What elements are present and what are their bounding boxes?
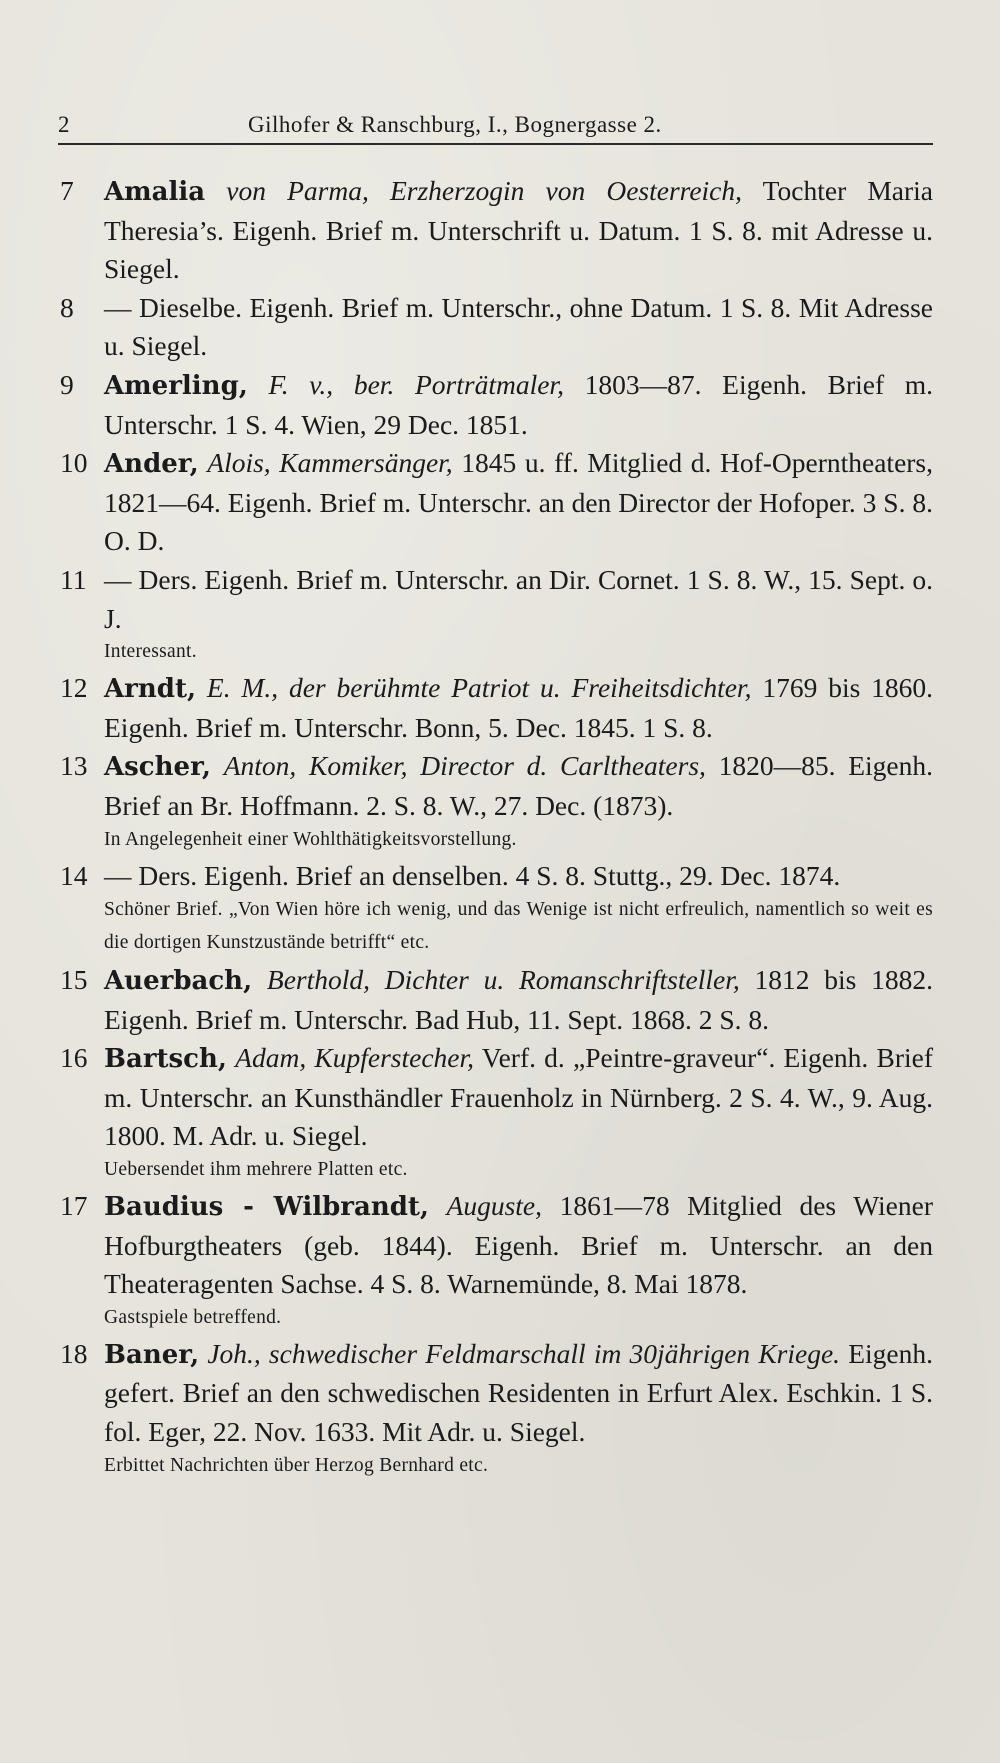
header-rule — [58, 143, 933, 145]
entry-text: 1769 bis 1860. Eigenh. Brief m. Unterschr. Bonn, 5. Dec. 1845. 1 S. 8. — [104, 672, 934, 743]
entry-body — [104, 1187, 939, 1335]
entry-text: Eigenh. gefert. Brief an den schwedischen Residenten in Erfurt Alex. Eschkin. 1 S. fol. Eger, 22. Nov. 1633. Mit Adr. u. Siegel. — [104, 1337, 934, 1448]
entry-body — [104, 172, 939, 289]
catalog-entry — [54, 961, 939, 1039]
entry-name: Ascher, — [104, 752, 211, 783]
entry-number: 17 — [60, 1190, 88, 1222]
entry-text: — Ders. Eigenh. Brief an denselben. 4 S. 8. Stuttg., 29. Dec. 1874. — [104, 859, 841, 891]
entry-number: 18 — [60, 1337, 88, 1369]
running-title: Gilhofer & Ranschburg, I., Bognergasse 2. — [248, 112, 662, 137]
catalog-entry — [54, 669, 939, 747]
entry-name: Amerling, — [104, 370, 248, 401]
catalog-entry — [54, 444, 939, 561]
entry-description: Joh., schwedischer Feldmarschall im 30jährigen Kriege. — [207, 1337, 841, 1369]
entry-body — [104, 1039, 939, 1187]
catalog-entry — [54, 289, 939, 366]
entry-number: 12 — [60, 672, 88, 704]
entry-body — [104, 561, 939, 669]
entry-body — [104, 747, 939, 856]
catalog-entry — [54, 1039, 939, 1187]
entry-number: 14 — [60, 859, 88, 891]
entry-body — [104, 961, 939, 1039]
entry-text: 1820—85. Eigenh. Brief an Br. Hoffmann. 2. S. 8. W., 27. Dec. (1873). — [104, 750, 934, 821]
entry-body — [104, 857, 939, 962]
catalog-entry — [54, 857, 939, 962]
entry-description: E. M., der berühmte Patriot u. Freiheitsdichter, — [206, 672, 752, 704]
catalog-entry — [54, 747, 939, 856]
entry-number: 13 — [60, 750, 88, 782]
entry-name: Baudius - Wilbrandt, — [104, 1192, 429, 1223]
entry-description: Alois, Kammersänger, — [207, 447, 453, 479]
catalog-entry — [54, 561, 939, 669]
entry-description: Auguste, — [446, 1190, 543, 1222]
entry-text: 1845 u. ff. Mitglied d. Hof-Operntheaters, 1821—64. Eigenh. Brief m. Unterschr. an den Director der Hofoper. 3 S. 8. O. D. — [104, 447, 934, 557]
entry-name: Amalia — [104, 177, 206, 207]
entry-name: Baner, — [104, 1339, 200, 1370]
entry-name: Ander, — [104, 449, 199, 480]
entry-number: 15 — [60, 964, 88, 996]
catalog-entry — [54, 366, 939, 444]
page-header — [58, 108, 933, 142]
entry-note: Interessant. — [104, 641, 197, 663]
entry-text: 1812 bis 1882. Eigenh. Brief m. Unterschr. Bad Hub, 11. Sept. 1868. 2 S. 8. — [104, 964, 934, 1035]
entry-number: 8 — [60, 291, 74, 323]
entry-note: Erbittet Nachrichten über Herzog Bernhard etc. — [104, 1454, 489, 1476]
entry-description: F. v., ber. Porträtmaler, — [268, 368, 564, 400]
entry-note: Uebersendet ihm mehrere Platten etc. — [104, 1159, 408, 1181]
entry-number: 7 — [60, 175, 74, 206]
catalog-entries — [54, 172, 939, 1483]
entry-name: Auerbach, — [104, 966, 253, 997]
entry-description: Berthold, Dichter u. Romanschriftsteller, — [266, 964, 740, 996]
entry-body — [104, 444, 939, 561]
entry-description: von Parma, Erzherzogin von Oesterreich, — [226, 175, 743, 206]
catalog-entry — [54, 172, 939, 289]
entry-text: — Ders. Eigenh. Brief m. Unterschr. an Dir. Cornet. 1 S. 8. W., 15. Sept. o. J. — [104, 563, 933, 634]
entry-description: Anton, Komiker, Director d. Carltheaters, — [223, 750, 706, 782]
entry-number: 16 — [60, 1042, 88, 1074]
entry-number: 11 — [60, 563, 87, 595]
entry-text: 1803—87. Eigenh. Brief m. Unterschr. 1 S. 4. Wien, 29 Dec. 1851. — [104, 368, 934, 440]
entry-note: In Angelegenheit einer Wohlthätigkeitsvorstellung. — [104, 828, 517, 850]
entry-text: Tochter Maria Theresia’s. Eigenh. Brief m. Unterschrift u. Datum. 1 S. 8. mit Adresse u. Siegel. — [104, 175, 934, 285]
page-number: 2 — [58, 112, 70, 137]
catalog-entry — [54, 1187, 939, 1335]
entry-note: Schöner Brief. „Von Wien höre ich wenig, und das Wenige ist nicht erfreulich, namentlich so weit es die dortigen Kunstzustände betrifft“ etc. — [104, 899, 933, 954]
entry-description: Adam, Kupferstecher, — [235, 1042, 475, 1074]
entry-text: 1861—78 Mitglied des Wiener Hofburgtheaters (geb. 1844). Eigenh. Brief m. Unterschr. an den Theateragenten Sachse. 4 S. 8. Warnemünde, 8. Mai 1878. — [104, 1190, 934, 1300]
entry-text: Verf. d. „Peintre-graveur“. Eigenh. Brief m. Unterschr. an Kunsthändler Frauenholz in Nürnberg. 2 S. 4. W., 9. Aug. 1800. M. Adr. u. Siegel. — [104, 1042, 933, 1152]
entry-body — [104, 1335, 939, 1483]
catalog-entry — [54, 1335, 939, 1483]
entry-number: 10 — [60, 447, 88, 479]
entry-note: Gastspiele betreffend. — [104, 1306, 282, 1328]
entry-name: Bartsch, — [104, 1044, 227, 1075]
entry-name: Arndt, — [104, 674, 197, 705]
entry-body — [104, 366, 939, 444]
entry-text: — Dieselbe. Eigenh. Brief m. Unterschr., ohne Datum. 1 S. 8. Mit Adresse u. Siegel. — [104, 291, 933, 362]
entry-number: 9 — [60, 368, 74, 400]
entry-body — [104, 669, 939, 747]
entry-body — [104, 289, 939, 366]
